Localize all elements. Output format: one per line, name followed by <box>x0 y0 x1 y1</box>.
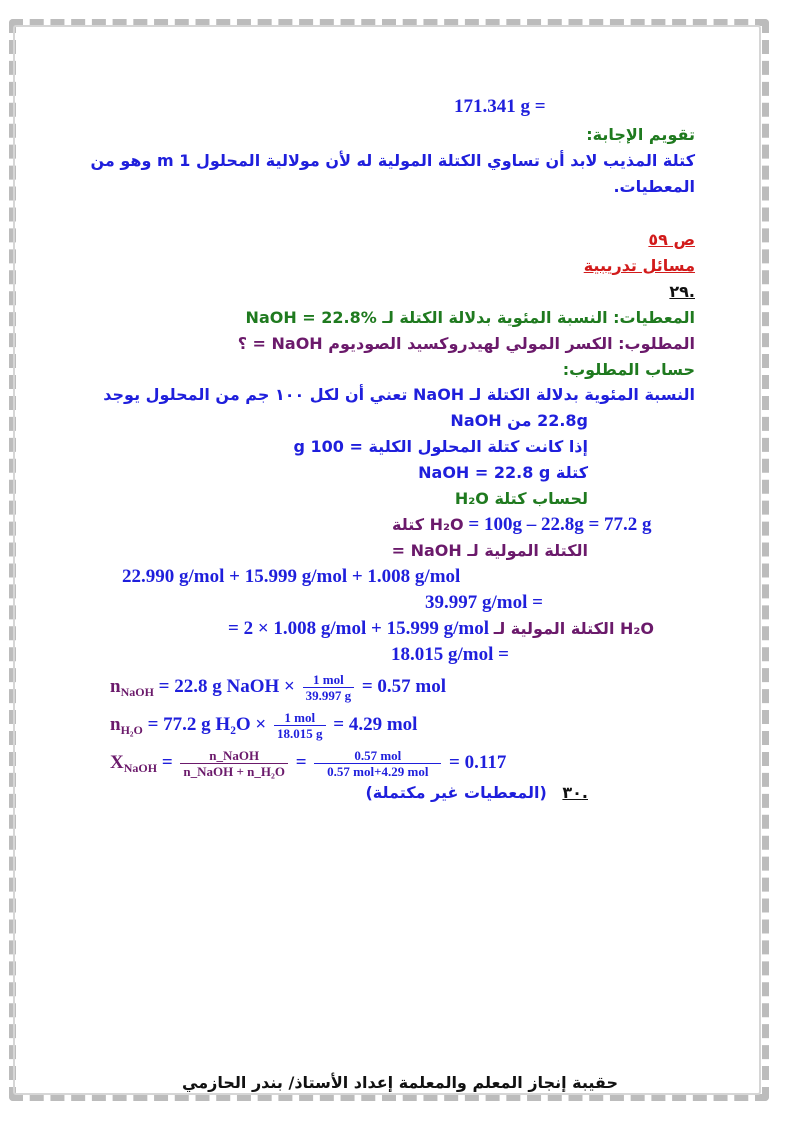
evaluation-heading: تقويم الإجابة: <box>586 125 695 144</box>
problem-30-line <box>365 782 588 804</box>
eq1-numerator: 1 mol <box>303 672 355 688</box>
evaluation-text-1: كتلة المذيب لابد أن تساوي الكتلة المولية له لأن مولالية المحلول 1 m وهو من <box>90 151 695 170</box>
givens-line <box>246 307 695 329</box>
required-line: المطلوب: الكسر المولي لهيدروكسيد الصوديوم NaOH = ؟ <box>237 334 695 353</box>
water-molar-mass-result: 18.015 g/mol = <box>391 644 509 665</box>
eq3-fraction-symbolic <box>180 748 288 779</box>
eq3-equals-2: = <box>295 751 307 773</box>
eq3-symbol: X <box>110 751 124 773</box>
eq2-symbol: n <box>110 713 121 735</box>
eq3-result: = 0.117 <box>449 751 507 773</box>
eq3-numerator-values: 0.57 mol <box>314 748 441 764</box>
explanation-line-2: 22.8g من NaOH <box>450 411 588 430</box>
explanation-line-1: النسبة المئوية بدلالة الكتلة لـ NaOH تعني أن لكل ١٠٠ جم من المحلول يوجد <box>103 385 695 404</box>
mole-fraction-equation <box>110 748 506 779</box>
answer-mass: 171.341 g = <box>454 96 546 117</box>
evaluation-text-2: المعطيات. <box>613 177 695 196</box>
eq3-denominator-symbolic: n_NaOH + n_H₂O <box>183 764 286 779</box>
water-mass-value: = 100g – 22.8g = 77.2 g <box>468 514 652 535</box>
eq1-symbol: n <box>110 675 121 697</box>
problem-30-number: .٣٠ <box>562 783 588 802</box>
total-mass-line: إذا كانت كتلة المحلول الكلية = 100 g <box>293 437 588 456</box>
eq3-subscript: NaOH <box>123 760 158 775</box>
eq2-denominator: 18.015 g <box>277 726 323 741</box>
givens-text: المعطيات: النسبة المئوية بدلالة الكتلة لـ NaOH = 22.8% <box>245 308 695 327</box>
naoh-molar-mass-label: الكتلة المولية لـ NaOH = <box>391 541 588 560</box>
eq2-numerator: 1 mol <box>274 710 326 726</box>
eq2-fraction <box>274 710 326 741</box>
eq2-result: = 4.29 mol <box>333 713 418 735</box>
problem-30-note: (المعطيات غير مكتملة) <box>365 783 547 802</box>
eq1-fraction <box>303 672 355 703</box>
water-molar-mass-label: الكتلة المولية لـ H₂O <box>493 619 654 638</box>
eq1-result: = 0.57 mol <box>361 675 447 697</box>
water-mass-calc <box>392 514 652 536</box>
naoh-mass-line: كتلة NaOH = 22.8 g <box>418 463 588 482</box>
moles-naoh-equation <box>110 672 446 703</box>
eq3-fraction-values <box>314 748 441 779</box>
page-footer: حقيبة إنجاز المعلم والمعلمة إعداد الأستاذ/ بندر الحازمي <box>182 1073 618 1092</box>
solve-heading: حساب المطلوب: <box>562 360 695 379</box>
eq3-equals: = <box>161 751 173 773</box>
water-molar-mass-calc <box>228 618 654 640</box>
naoh-molar-mass-result: 39.997 g/mol = <box>425 592 543 613</box>
moles-water-equation <box>110 710 417 741</box>
eq2-subscript: H₂O <box>120 722 143 737</box>
water-mass-label: كتلة H₂O <box>392 515 464 534</box>
page-number-heading: ص ٥٩ <box>648 230 695 249</box>
eq1-mid: = 22.8 g NaOH × <box>158 675 295 697</box>
eq2-mid: = 77.2 g H₂O × <box>147 713 267 735</box>
water-molar-mass-sum: = 2 × 1.008 g/mol + 15.999 g/mol <box>228 618 489 639</box>
eq3-numerator-symbolic: n_NaOH <box>180 748 288 764</box>
eq3-denominator-values: 0.57 mol+4.29 mol <box>327 764 429 779</box>
water-mass-heading: لحساب كتلة H₂O <box>454 489 588 508</box>
naoh-molar-mass-sum: 22.990 g/mol + 15.999 g/mol + 1.008 g/mol <box>122 566 461 587</box>
problem-29-number: .٢٩ <box>669 282 695 301</box>
eq1-denominator: 39.997 g <box>305 688 352 703</box>
eq1-subscript: NaOH <box>120 684 154 699</box>
practice-problems-heading: مسائل تدريبية <box>583 256 695 275</box>
